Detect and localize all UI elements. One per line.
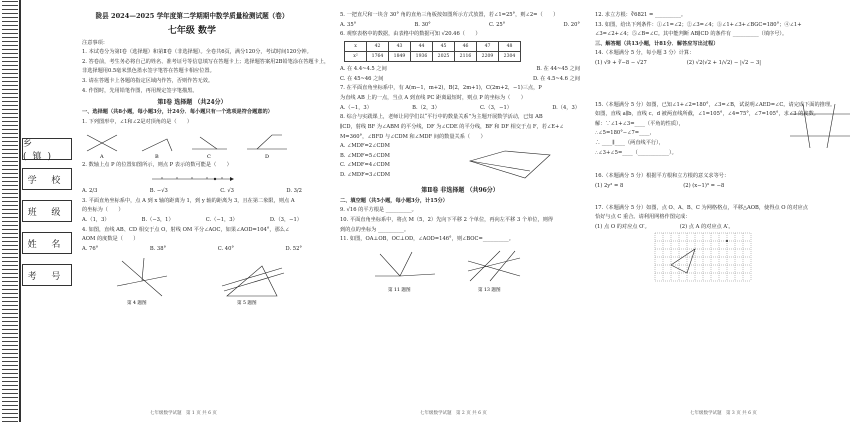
question-11: 11. 如图，OA⊥OB，OC⊥OD，∠AOD=146°，则∠BOC=__________。 bbox=[340, 236, 514, 243]
question-10-cont: 到的点的坐标为 __________。 bbox=[340, 226, 410, 233]
q4-q5-figures bbox=[82, 256, 292, 306]
q4-opt-c[interactable]: C. 40° bbox=[217, 245, 234, 252]
part-2-heading: 二、填空题（共5小题，每小题3分，计15分） bbox=[340, 197, 448, 204]
q1c-line bbox=[200, 137, 217, 149]
question-16: 16.（本题满分 5 分）根据平方根和立方根的意义求等号： bbox=[595, 173, 730, 180]
q2-opt-c[interactable]: C. √3 bbox=[220, 188, 234, 195]
q1-opt-d: D bbox=[265, 153, 270, 160]
note-4: 3. 请在答题卡上各题的指定区域内作答，否则作答无效。 bbox=[82, 78, 214, 85]
q8-quadrilateral bbox=[470, 151, 550, 178]
q8-opt-d[interactable]: D. ∠MDF=3∠CDM bbox=[340, 171, 391, 178]
question-1: 1. 下列图形中，∠1和∠2是对顶角的是（ ） bbox=[82, 118, 193, 125]
table-cell: 43 bbox=[389, 42, 411, 52]
note-3: 非选择题用0.5毫米黑色墨水签字笔答在答题卡相应位置。 bbox=[82, 68, 215, 75]
question-17-cont: 恰好与点 C 重合。请利用网格作图完成： bbox=[595, 214, 691, 221]
question-3: 3. 平面直角坐标系中，点 A 到 x 轴的距离为 1，到 y 轴的距离为 3，且在第二象限，则点 A bbox=[82, 197, 295, 204]
question-10: 10. 平面直角坐标系中，将点 M（5，2）先向下平移 2 个单位，再向左平移 3 个单位，则得 bbox=[340, 217, 554, 224]
q16-part-2: (2) (x−1)³ = −8 bbox=[683, 182, 725, 189]
q15-step-3: ∴ ____∥____（两直线平行）， bbox=[595, 140, 664, 147]
table-cell: 48 bbox=[499, 42, 521, 52]
table-cell: x² bbox=[345, 52, 367, 62]
question-15-cont: 如图，直线 a∥b，直线 c、d 被两直线所截，∠1=105°，∠4=75°，∠7=105°，求∠3 的度数。 bbox=[595, 111, 819, 118]
fig11-caption: 第 11 题图 bbox=[388, 287, 411, 293]
q5-opt-c[interactable]: C. 25° bbox=[489, 21, 506, 28]
q4-opt-b[interactable]: B. 38° bbox=[149, 245, 167, 252]
number-line bbox=[82, 171, 292, 185]
table-cell: 2116 bbox=[455, 52, 477, 62]
question-9: 9. √16 的平方根是 __________。 bbox=[340, 207, 417, 214]
triangle-aob bbox=[671, 249, 695, 273]
exam-title: 陇县 2024—2025 学年度第二学期期中数学质量检测试题（卷） bbox=[95, 12, 289, 20]
page-1-footer: 七年级数学试题 第 1 页 共 6 页 bbox=[150, 411, 217, 416]
section-2-heading: 第Ⅱ卷 非选择题 （共96分） bbox=[421, 187, 499, 195]
part-3-heading: 三、解答题（共13小题，计81分．解答应写出过程） bbox=[595, 40, 719, 47]
q16-part-1: (1) 2y² = 8 bbox=[595, 182, 624, 189]
page-2-footer: 七年级数学试题 第 2 页 共 6 页 bbox=[420, 411, 487, 416]
table-cell: 46 bbox=[455, 42, 477, 52]
q8-opt-c[interactable]: C. ∠MDF=4∠CDM bbox=[340, 162, 390, 169]
q7-opt-d[interactable]: D.（4，3） bbox=[552, 104, 580, 111]
exam-subtitle: 七年级 数学 bbox=[167, 25, 217, 36]
table-cell: 47 bbox=[477, 42, 499, 52]
fig5-ruler2 bbox=[224, 273, 284, 291]
hatch-pattern bbox=[2, 0, 18, 422]
fig4-ray-om bbox=[142, 258, 144, 281]
section-1-heading: 第Ⅰ卷 选择题 （共24分） bbox=[157, 98, 227, 106]
question-7-cont: 为直线 AB 上的一点，当点 A 到直线 PC 距离最短时，则点 P 的坐标为（ ） bbox=[340, 95, 526, 102]
table-cell: 2209 bbox=[477, 52, 499, 62]
binding-strip bbox=[0, 0, 80, 422]
q8-opt-a[interactable]: A. ∠MDF=2∠CDM bbox=[340, 143, 390, 150]
fig5-caption: 第 5 题图 bbox=[237, 300, 257, 306]
q2-opt-a[interactable]: A. 2/3 bbox=[82, 188, 98, 195]
q17-grid bbox=[655, 233, 755, 288]
q5-opt-d[interactable]: D. 20° bbox=[563, 21, 580, 28]
question-15: 15.（本题满分 5 分）如图，已知∠1+∠2=180°，∠3=∠B，试说明∠AED=∠C。请完成下面的推理。 bbox=[595, 101, 836, 108]
q17-part-1: (1) 点 O 的对应点 O′。 bbox=[595, 223, 650, 230]
field-name[interactable]: 姓 名 bbox=[22, 232, 72, 254]
question-7: 7. 在平面直角坐标系中，有 A(m−1，m+2)，B(2，2m+1)，C(2m+2，−1)三点，P bbox=[340, 85, 542, 92]
q15-step-1: 解：∵∠1+∠3=____（平角的性质）， bbox=[595, 120, 684, 127]
q6-opt-d[interactable]: D. 在 4.5~4.6 之间 bbox=[533, 75, 580, 82]
field-class[interactable]: 班 级 bbox=[22, 200, 72, 222]
q14-part-2: (2) √2(√2 + 1/√2) − |√2 − 3| bbox=[686, 60, 762, 67]
question-4: 4. 如图，直线 AB、CD 相交于点 O，射线 OM 平分∠AOC，如果∠AOD=104°，那么∠ bbox=[82, 226, 290, 233]
note-2: 2. 答卷前，考生务必将自己的姓名、准考证号等信息填写在答题卡上；选择题答案用2B铅笔涂在答题卡上， bbox=[82, 58, 330, 65]
q1-figures bbox=[82, 129, 292, 159]
table-cell: 2304 bbox=[499, 52, 521, 62]
q6-opt-b[interactable]: B. 在 44~45 之间 bbox=[536, 66, 580, 73]
q8-opt-b[interactable]: B. ∠MDF=5∠CDM bbox=[340, 152, 390, 159]
q3-opt-c[interactable]: C.（−1，3） bbox=[205, 217, 238, 224]
q4-opt-a[interactable]: A. 76° bbox=[82, 245, 99, 252]
fig13-caption: 第 13 题图 bbox=[478, 287, 501, 293]
question-14: 14.（本题满分 5 分，每小题 3 分）计算： bbox=[595, 50, 695, 57]
page-1-column bbox=[82, 12, 330, 309]
field-town[interactable]: 乡(镇) bbox=[22, 138, 72, 160]
field-exam-number[interactable]: 考 号 bbox=[22, 264, 72, 286]
q1-opt-b: B bbox=[155, 153, 159, 160]
note-1: 1. 本试卷分为第Ⅰ卷（选择题）和第Ⅱ卷（非选择题）。全卷共6页，满分120分，考试时间120分钟。 bbox=[82, 49, 312, 56]
question-13: 13. 如图，给出下列条件：①∠1=∠2；②∠3=∠4；③∠1+∠3+∠BGC=180°；④∠1+ bbox=[595, 21, 802, 28]
q6-opt-a[interactable]: A. 在 4.4~4.5 之间 bbox=[340, 66, 387, 73]
question-8-cont: ∥CD，射线 BF 为∠ABM 的平分线，DF 为∠CDE 的平分线，BF 和 DF 相交于点 F，若∠E+∠ bbox=[340, 123, 564, 130]
table-cell: 1764 bbox=[367, 52, 389, 62]
q7-opt-c[interactable]: C.（3，−1） bbox=[480, 104, 512, 111]
q3-opt-a[interactable]: A.（1，3） bbox=[82, 217, 110, 224]
squares-table bbox=[344, 41, 521, 62]
fig4-caption: 第 4 题图 bbox=[127, 300, 147, 306]
q11-q13-figures bbox=[340, 246, 580, 294]
question-6: 6. 观察表格中的数据，由表格中的数据可知 √20.46（ ） bbox=[340, 31, 481, 38]
question-13-cont: ∠3=∠2+∠4；⑤∠B=∠C。其中能判断 AB∥CD 的条件有 __________（填序号）。 bbox=[595, 31, 788, 38]
q14-part-1: (1) √9 + ∛−8 − √27 bbox=[595, 60, 647, 67]
q15-figure bbox=[785, 102, 855, 152]
q1-opt-c: C bbox=[207, 153, 211, 160]
fig5-ruler bbox=[222, 268, 282, 286]
q8-figure bbox=[450, 143, 560, 183]
q2-opt-b[interactable]: B. −√3 bbox=[149, 188, 168, 195]
q3-opt-b[interactable]: B.（−3，1） bbox=[141, 217, 174, 224]
q1-opt-a: A bbox=[100, 153, 104, 160]
question-4-cont: AOM 的度数是（ ） bbox=[82, 236, 139, 243]
q5-opt-a[interactable]: A. 35° bbox=[340, 21, 357, 28]
table-cell: 1849 bbox=[389, 52, 411, 62]
table-cell: 45 bbox=[433, 42, 455, 52]
table-cell: x bbox=[345, 42, 367, 52]
table-cell: 44 bbox=[411, 42, 433, 52]
table-cell: 2025 bbox=[433, 52, 455, 62]
q3-opt-d[interactable]: D.（3，−1） bbox=[269, 217, 302, 224]
point-p bbox=[214, 178, 216, 180]
page-2-column bbox=[340, 12, 580, 297]
q5-opt-b[interactable]: B. 30° bbox=[414, 21, 431, 28]
question-2: 2. 数轴上点 P 的位置如图所示，则点 P 表示的数可能是（ ） bbox=[82, 161, 232, 168]
q1b-lines bbox=[142, 139, 172, 151]
page-3-column bbox=[595, 12, 855, 291]
table-cell: 42 bbox=[367, 42, 389, 52]
q6-opt-c[interactable]: C. 在 45~46 之间 bbox=[340, 75, 384, 82]
part-1-heading: 一、选择题（共8小题，每小题3分，计24分．每小题只有一个选项是符合题意的） bbox=[82, 109, 273, 116]
q15-step-2: ∴∠5=180°−∠7=____， bbox=[595, 130, 655, 137]
q7-opt-a[interactable]: A.（−1，3） bbox=[340, 104, 372, 111]
q17-part-2: (2) 点 A 的对应点 A′。 bbox=[679, 223, 734, 230]
notes-heading: 注意事项： bbox=[82, 39, 108, 46]
question-8-cont2: M=360°，∠BFD 与∠CDM 和∠MDF 间的数量关系（ ） bbox=[340, 133, 486, 140]
q4-opt-d[interactable]: D. 52° bbox=[285, 245, 302, 252]
q7-opt-b[interactable]: B.（2，3） bbox=[412, 104, 440, 111]
binding-line bbox=[19, 0, 21, 422]
question-5: 5. 一把直尺和一块含 30° 角的直角三角板按如图所示方式放置，若∠1=25°，则∠2=（ ） bbox=[340, 12, 559, 18]
point-c bbox=[726, 240, 728, 242]
question-17: 17.（本题满分 5 分）如图，点 O、A、B、C 为网格格点，平移△AOB，使得点 O 的对应点 bbox=[595, 204, 808, 211]
question-12: 12. 求立方根：∛6821 = __________。 bbox=[595, 12, 687, 18]
question-8: 8. 综合与实践课上，老师让同学们以“平行中的数量关系”为主题开展数学活动，已知 AB bbox=[340, 114, 543, 121]
table-cell: 1936 bbox=[411, 52, 433, 62]
field-school[interactable]: 学 校 bbox=[22, 168, 72, 190]
page-3-footer: 七年级数学试题 第 3 页 共 6 页 bbox=[690, 411, 757, 416]
question-3-cont: 的坐标为（ ） bbox=[82, 207, 124, 214]
q2-opt-d[interactable]: D. 3/2 bbox=[286, 188, 302, 195]
fig5-triangle bbox=[227, 266, 277, 296]
note-5: 4. 作图时，先用铅笔作图，再用规定签字笔描黑。 bbox=[82, 87, 198, 94]
q15-step-4: ∴∠3+∠5=____（____________）。 bbox=[595, 149, 677, 156]
q1d-line bbox=[257, 135, 282, 149]
